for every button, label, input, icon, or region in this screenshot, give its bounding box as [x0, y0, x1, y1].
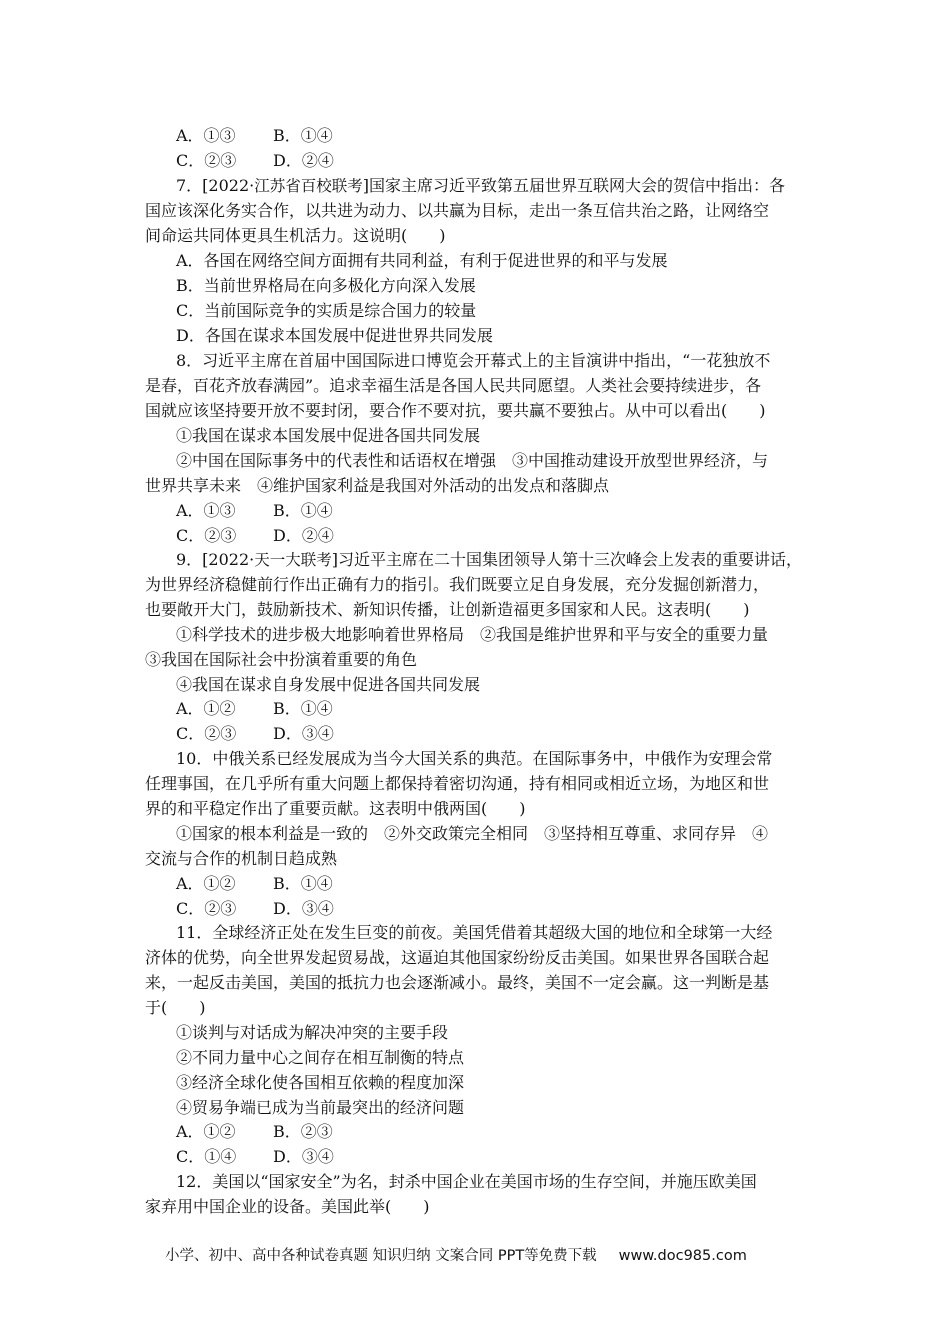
q11-statement-2: ②不同力量中心之间存在相互制衡的特点 [176, 1048, 465, 1067]
q7-option-b: B．当前世界格局在向多极化方向深入发展 [176, 276, 476, 295]
q9-statement-1: ①科学技术的进步极大地影响着世界格局 ②我国是维护世界和平与安全的重要力量 [176, 625, 769, 644]
q10-option-a: A．①② [176, 874, 236, 893]
q10-option-b: B．①④ [273, 874, 333, 893]
q11-option-a: A．①② [176, 1122, 236, 1141]
q8-option-c: C．②③ [176, 526, 237, 545]
q9-stem-line-2: 为世界经济稳健前行作出正确有力的指引。我们既要立足自身发展，充分发掘创新潜力， [145, 575, 770, 594]
q8-stem-line-2: 是春，百花齐放春满园”。追求幸福生活是各国人民共同愿望。人类社会要持续进步，各 [145, 376, 762, 395]
q10-stem-line-3: 界的和平稳定作出了重要贡献。这表明中俄两国( ) [145, 799, 526, 818]
q8-statement-2: ②中国在国际事务中的代表性和话语权在增强 ③中国推动建设开放型世界经济，与 [176, 451, 769, 470]
q6-option-a: A．①③ [176, 126, 236, 145]
q7-source-tag: 江苏省百校联考 [254, 177, 363, 195]
q9-stem-line-3: 也要敞开大门，鼓励新技术、新知识传播，让创新造福更多国家和人民。这表明( ) [145, 600, 750, 619]
q8-stem-line-1: 8．习近平主席在首届中国国际进口博览会开幕式上的主旨演讲中指出，“一花独放不 [176, 351, 771, 370]
q12-stem-line-2: 家弃用中国企业的设备。美国此举( ) [145, 1197, 430, 1216]
q8-statement-3: 世界共享未来 ④维护国家利益是我国对外活动的出发点和落脚点 [145, 476, 610, 495]
q8-stem-line-3: 国就应该坚持要开放不要封闭，要合作不要对抗，要共赢不要独占。从中可以看出( ) [145, 401, 766, 420]
q11-stem-line-4: 于( ) [145, 998, 206, 1017]
q8-option-b: B．①④ [273, 501, 333, 520]
q11-option-d: D．③④ [273, 1147, 334, 1166]
q11-stem-line-1: 11．全球经济正处在发生巨变的前夜。美国凭借着其超级大国的地位和全球第一大经 [176, 923, 773, 942]
q12-stem-line-1: 12．美国以“国家安全”为名，封杀中国企业在美国市场的生存空间，并施压欧美国 [176, 1172, 757, 1191]
q11-statement-3: ③经济全球化使各国相互依赖的程度加深 [176, 1073, 465, 1092]
q9-option-c: C．②③ [176, 724, 237, 743]
q9-option-b: B．①④ [273, 699, 333, 718]
footer-text: 小学、初中、高中各种试卷真题 知识归纳 文案合同 PPT等免费下载 [165, 1248, 597, 1264]
footer-url-link[interactable]: www.doc985.com [618, 1248, 747, 1264]
q7-stem-line-3: 间命运共同体更具生机活力。这说明( ) [145, 226, 446, 245]
q9-source-tag: 天一大联考 [254, 551, 332, 569]
q9-option-a: A．①② [176, 699, 236, 718]
q8-statement-1: ①我国在谋求本国发展中促进各国共同发展 [176, 426, 481, 445]
q7-option-d: D．各国在谋求本国发展中促进世界共同发展 [176, 326, 493, 345]
q11-statement-1: ①谈判与对话成为解决冲突的主要手段 [176, 1023, 449, 1042]
q10-option-d: D．③④ [273, 899, 334, 918]
q8-option-a: A．①③ [176, 501, 236, 520]
q7-stem-line-1: 7．[2022·江苏省百校联考]国家主席习近平致第五届世界互联网大会的贺信中指出：各 [176, 176, 785, 195]
q11-option-c: C．①④ [176, 1147, 237, 1166]
q7-stem-line-2: 国应该深化务实合作，以共进为动力、以共赢为目标，走出一条互信共治之路，让网络空 [145, 201, 770, 220]
q7-option-a: A．各国在网络空间方面拥有共同利益，有利于促进世界的和平与发展 [176, 251, 668, 270]
q9-stem-line-1: 9．[2022·天一大联考]习近平主席在二十国集团领导人第十三次峰会上发表的重要讲话， [176, 550, 802, 569]
q6-option-b: B．①④ [273, 126, 333, 145]
q9-option-d: D．③④ [273, 724, 334, 743]
q10-option-c: C．②③ [176, 899, 237, 918]
q11-statement-4: ④贸易争端已成为当前最突出的经济问题 [176, 1098, 465, 1117]
q10-stem-line-1: 10．中俄关系已经发展成为当今大国关系的典范。在国际事务中，中俄作为安理会常 [176, 749, 773, 768]
q11-stem-line-2: 济体的优势，向全世界发起贸易战，这逼迫其他国家纷纷反击美国。如果世界各国联合起 [145, 948, 770, 967]
page-footer [165, 1244, 747, 1265]
q8-option-d: D．②④ [273, 526, 334, 545]
q10-statement-2: 交流与合作的机制日趋成熟 [145, 849, 338, 868]
q9-statement-3: ④我国在谋求自身发展中促进各国共同发展 [176, 675, 481, 694]
q9-statement-2: ③我国在国际社会中扮演着重要的角色 [145, 650, 418, 669]
q6-option-d: D．②④ [273, 151, 334, 170]
q11-option-b: B．②③ [273, 1122, 333, 1141]
q11-stem-line-3: 来，一起反击美国，美国的抵抗力也会逐渐减小。最终，美国不一定会赢。这一判断是基 [145, 973, 770, 992]
q7-option-c: C．当前国际竞争的实质是综合国力的较量 [176, 301, 477, 320]
q6-option-c: C．②③ [176, 151, 237, 170]
q10-statement-1: ①国家的根本利益是一致的 ②外交政策完全相同 ③坚持相互尊重、求同存异 ④ [176, 824, 769, 843]
q10-stem-line-2: 任理事国，在几乎所有重大问题上都保持着密切沟通，持有相同或相近立场，为地区和世 [145, 774, 770, 793]
